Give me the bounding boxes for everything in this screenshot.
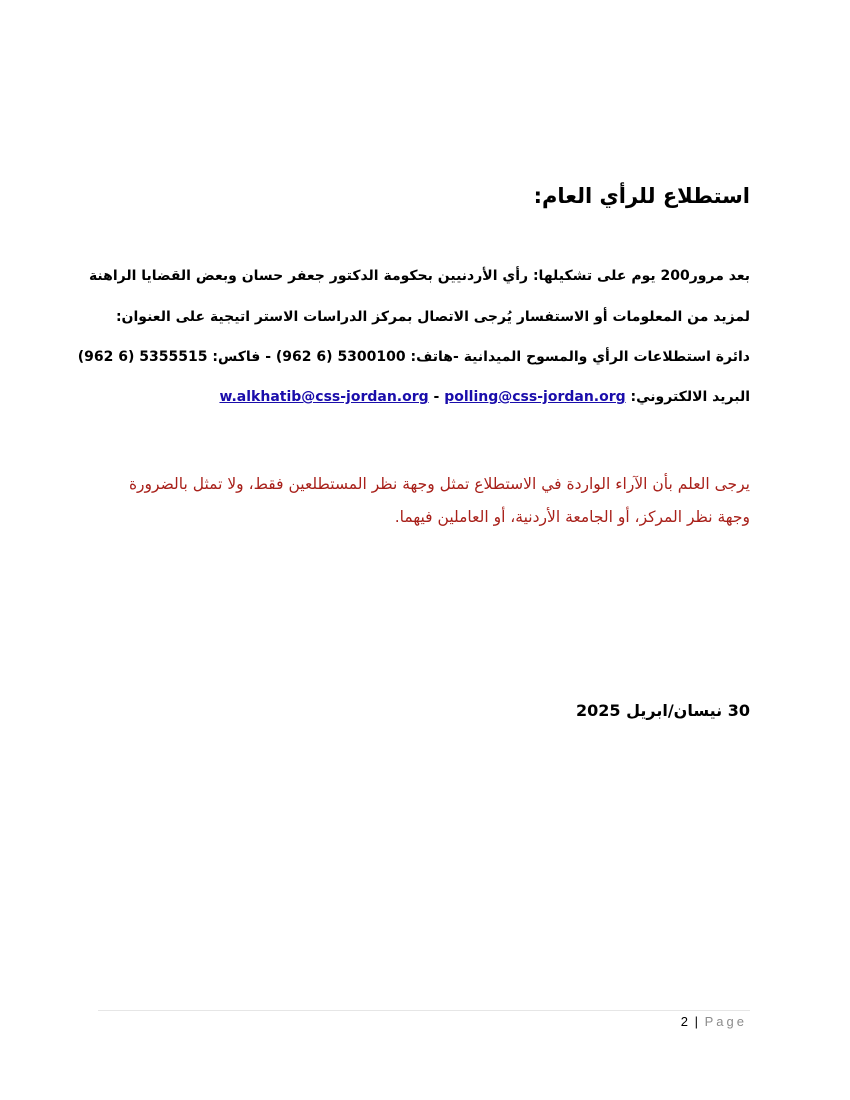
disclaimer-text: يرجى العلم بأن الآراء الواردة في الاستطلاع تمثل وجهة نظر المستطلعين فقط، ولا تمثل بالضرورة وجهة نظر المركز، أو الجامعة الأردنية، أو العاملين فيهما.: [128, 475, 750, 526]
page-footer: [681, 1014, 747, 1029]
info-line: لمزيد من المعلومات أو الاستفسار يُرجى الاتصال بمركز الدراسات الاستر اتيجية على العنوان:: [115, 309, 750, 325]
footer-divider: [98, 1010, 750, 1011]
email-label: البريد الالكتروني:: [630, 389, 750, 405]
document-subtitle: بعد مرور200 يوم على تشكيلها: رأي الأردنيين بحكومة الدكتور جعفر حسان وبعض القضايا الراهنة: [88, 268, 750, 284]
page-label: Page: [704, 1014, 747, 1029]
page-number: 2: [680, 1014, 688, 1029]
email-separator: -: [433, 389, 440, 405]
contact-line: دائرة استطلاعات الرأي والمسوح الميدانية -هاتف: 5300100 (6 962) - فاكس: 5355515 (6 962): [77, 349, 750, 365]
email-link-secondary[interactable]: polling@css-jordan.org: [444, 389, 626, 405]
document-title: استطلاع للرأي العام:: [533, 184, 750, 208]
document-date: 30 نيسان/ابريل 2025: [576, 701, 750, 720]
email-line: [219, 389, 750, 405]
footer-separator: |: [694, 1014, 698, 1029]
email-link-primary[interactable]: w.alkhatib@css-jordan.org: [219, 389, 429, 405]
